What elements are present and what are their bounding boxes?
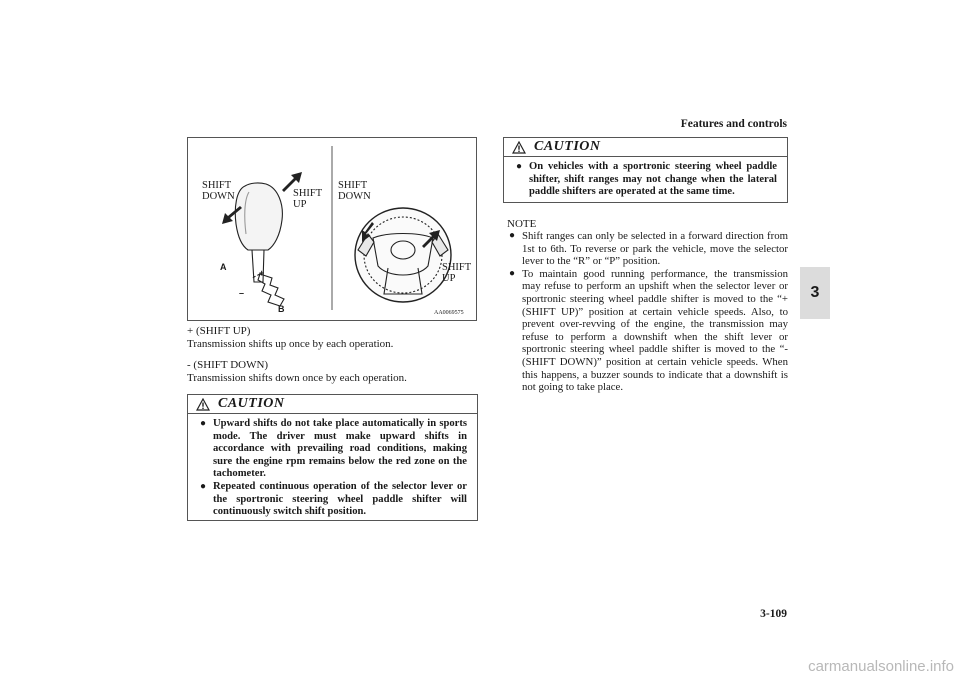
shift-up-paragraph (187, 325, 477, 350)
warning-triangle-icon (512, 141, 526, 154)
shift-up-label-lever: SHIFT UP (293, 188, 323, 210)
figure-code: AA0069575 (434, 310, 464, 316)
plus-mark: + (259, 268, 265, 278)
caution-title: CAUTION (218, 396, 285, 411)
caution-item (200, 418, 467, 481)
bullet: ● (516, 161, 523, 172)
caution-item (200, 481, 467, 519)
note-text: Shift ranges can only be selected in a forward direction from 1st to 6th. To reverse or park the vehicle, move the selector lever to the “R” or “P” position. (522, 230, 788, 268)
steering-wheel-drawing (355, 208, 451, 302)
minus-mark: – (239, 288, 245, 298)
shift-drawing (188, 138, 476, 320)
watermark: carmanualsonline.info (808, 658, 954, 675)
caution-text: On vehicles with a sportronic steering wheel paddle shifter, shift ranges may not change when the lateral paddle shifters are operated at the same time. (529, 161, 777, 198)
caution-box-left (187, 394, 478, 521)
note-text: To maintain good running performance, the transmission may refuse to perform an upshift when the selector lever or sportronic steering wheel paddle shifter is moved to the “+ (SHIFT UP)” position at certain vehicle speeds. Also, to prevent over-revving of the engine, the transmission may refuse to perform a downshift when the shift lever or sportronic steering wheel paddle shifter is moved to the “- (SHIFT DOWN)” position at certain vehicle speeds. When this happens, a buzzer sounds to indicate that a downshift is not going to take place. (522, 267, 788, 394)
caution-box-right (503, 137, 788, 203)
warning-triangle-icon (196, 398, 210, 411)
shift-down-title: - (SHIFT DOWN) (187, 359, 269, 371)
header-title: Features and controls (680, 118, 787, 130)
note-label: NOTE (507, 218, 537, 230)
letter-a: A (220, 262, 227, 272)
caution-header (504, 138, 787, 157)
shift-down-paragraph (187, 359, 477, 384)
caution-text: Repeated continuous operation of the selector lever or the sportronic steering wheel paddle shifter will continuously switch shift position. (213, 480, 467, 518)
shift-illustration (187, 137, 477, 321)
bullet: ● (509, 267, 516, 279)
note-item (509, 268, 788, 394)
shift-down-label-paddle: SHIFT DOWN (338, 180, 371, 202)
chapter-tab: 3 (800, 267, 830, 319)
caution-title: CAUTION (534, 139, 601, 154)
shift-up-text: Transmission shifts up once by each operation. (187, 337, 394, 350)
shift-up-label-paddle: SHIFT UP (442, 262, 472, 284)
bullet: ● (200, 418, 207, 429)
page-number: 3-109 (760, 608, 787, 620)
note-list (509, 230, 788, 394)
bullet: ● (509, 230, 516, 241)
letter-b: B (278, 304, 285, 314)
note-item (509, 230, 788, 268)
caution-item (516, 161, 777, 199)
bullet: ● (200, 480, 207, 492)
shift-up-title: + (SHIFT UP) (187, 325, 251, 337)
caution-text: Upward shifts do not take place automatically in sports mode. The driver must make upward shifts in accordance with prevailing road conditions, making sure the engine rpm remains below the red zone on the tachometer. (213, 418, 467, 480)
shift-down-label-lever: SHIFT DOWN (202, 180, 235, 202)
caution-header (188, 395, 477, 414)
shift-down-text: Transmission shifts down once by each operation. (187, 371, 407, 384)
